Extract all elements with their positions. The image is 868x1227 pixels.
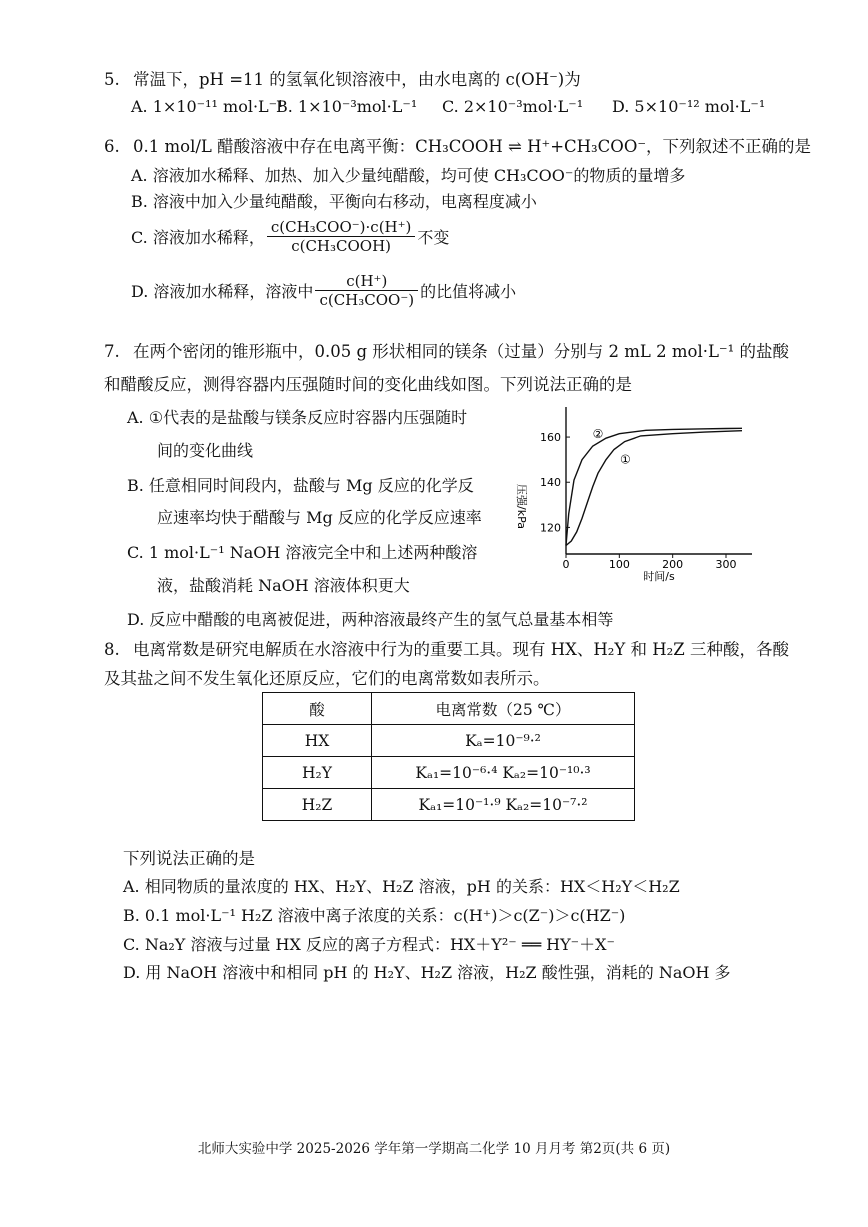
q6-option-d-denominator: c(CH₃COO⁻) — [315, 290, 418, 309]
q7-text-1: 在两个密闭的锥形瓶中，0.05 g 形状相同的镁条（过量）分别与 2 mL 2 mol·L⁻¹ 的盐酸 — [133, 342, 789, 361]
q5-number: 5. — [104, 70, 120, 89]
q5-option-c: C. 2×10⁻³mol·L⁻¹ — [442, 97, 584, 116]
q8-stem-line1 — [104, 636, 789, 660]
chart-x-tick-label: 100 — [608, 558, 630, 571]
q8-option-b: B. 0.1 mol·L⁻¹ H₂Z 溶液中离子浓度的关系：c(H⁺)＞c(Z⁻)＞c(HZ⁻) — [123, 906, 626, 925]
q5-option-b: B. 1×10⁻³mol·L⁻¹ — [276, 97, 418, 116]
ionization-constant-table — [262, 692, 635, 821]
q6-option-c-prefix: C. 溶液加水稀释， — [131, 228, 265, 247]
q5-text: 常温下，pH =11 的氢氧化钡溶液中，由水电离的 c(OH⁻)为 — [133, 70, 581, 89]
chart-series-label: ② — [592, 427, 604, 442]
table-header-acid: 酸 — [263, 693, 372, 725]
q6-option-d — [131, 272, 516, 309]
chart-y-tick-label: 140 — [540, 476, 561, 490]
q6-option-c-fraction — [267, 218, 416, 255]
q8-text-1: 电离常数是研究电解质在水溶液中行为的重要工具。现有 HX、H₂Y 和 H₂Z 三种酸，各酸 — [133, 640, 789, 659]
q5-stem — [104, 66, 581, 90]
q7-stem-line1 — [104, 338, 789, 362]
pressure-time-chart — [512, 405, 762, 585]
chart-x-tick-label: 300 — [715, 558, 737, 571]
q7-option-c-line2: 液，盐酸消耗 NaOH 溶液体积更大 — [157, 576, 410, 595]
table-cell-acid: H₂Z — [263, 789, 372, 821]
q6-option-c — [131, 218, 449, 255]
chart-x-axis-label: 时间/s — [643, 570, 675, 583]
q7-number: 7. — [104, 342, 120, 361]
q6-option-c-numerator: c(CH₃COO⁻)·c(H⁺) — [270, 218, 412, 236]
chart-series-label: ① — [620, 452, 631, 467]
q7-option-b-line1: B. 任意相同时间段内，盐酸与 Mg 反应的化学反 — [127, 476, 474, 495]
q6-option-c-denominator: c(CH₃COOH) — [267, 236, 416, 255]
table-row — [263, 725, 635, 757]
q6-option-d-suffix: 的比值将减小 — [420, 282, 517, 301]
q7-option-b-line2: 应速率均快于醋酸与 Mg 反应的化学反应速率 — [157, 508, 482, 527]
q5-option-d: D. 5×10⁻¹² mol·L⁻¹ — [612, 97, 766, 116]
table-row — [263, 757, 635, 789]
q8-lead: 下列说法正确的是 — [123, 849, 255, 868]
page-footer: 北师大实验中学 2025-2026 学年第一学期高二化学 10 月月考 第2页(共 6 页) — [197, 1141, 671, 1157]
chart-y-tick-label: 160 — [540, 431, 561, 445]
chart-plot — [540, 407, 752, 571]
chart-x-tick-label: 0 — [562, 558, 570, 571]
q6-option-d-prefix: D. 溶液加水稀释，溶液中 — [131, 282, 314, 301]
table-cell-acid: HX — [263, 725, 372, 757]
table-header-constant: 电离常数（25 ℃） — [372, 693, 635, 725]
q8-option-c: C. Na₂Y 溶液与过量 HX 反应的离子方程式：HX＋Y²⁻ ══ HY⁻＋X⁻ — [123, 935, 615, 954]
q8-option-a: A. 相同物质的量浓度的 HX、H₂Y、H₂Z 溶液，pH 的关系：HX＜H₂Y＜H₂Z — [123, 877, 680, 896]
q5-option-a: A. 1×10⁻¹¹ mol·L⁻¹ — [131, 97, 284, 116]
q6-text: 0.1 mol/L 醋酸溶液中存在电离平衡：CH₃COOH ⇌ H⁺+CH₃COO⁻，下列叙述不正确的是 — [133, 137, 812, 156]
q7-option-c-line1: C. 1 mol·L⁻¹ NaOH 溶液完全中和上述两种酸溶 — [127, 543, 478, 562]
q6-number: 6. — [104, 137, 120, 156]
q6-option-d-fraction — [315, 272, 418, 309]
table-row — [263, 789, 635, 821]
q6-stem — [104, 133, 811, 157]
q7-option-a-line2: 间的变化曲线 — [157, 441, 254, 460]
q8-number: 8. — [104, 640, 120, 659]
q6-option-a: A. 溶液加水稀释、加热、加入少量纯醋酸，均可使 CH₃COO⁻的物质的量增多 — [131, 166, 686, 185]
q6-option-b: B. 溶液中加入少量纯醋酸，平衡向右移动，电离程度减小 — [131, 192, 537, 211]
table-cell-constant: Kₐ=10⁻⁹·² — [372, 725, 635, 757]
q7-stem-line2: 和醋酸反应，测得容器内压强随时间的变化曲线如图。下列说法正确的是 — [104, 375, 632, 394]
q7-option-d: D. 反应中醋酸的电离被促进，两种溶液最终产生的氢气总量基本相等 — [127, 610, 614, 629]
q6-option-c-suffix: 不变 — [417, 228, 450, 247]
q8-stem-line2: 及其盐之间不发生氧化还原反应，它们的电离常数如表所示。 — [104, 669, 550, 688]
chart-y-tick-label: 120 — [540, 521, 561, 535]
q6-option-d-numerator: c(H⁺) — [346, 272, 388, 290]
table-header-row — [263, 693, 635, 725]
q8-option-d: D. 用 NaOH 溶液中和相同 pH 的 H₂Y、H₂Z 溶液，H₂Z 酸性强，消耗的 NaOH 多 — [123, 963, 731, 982]
chart-series-2-line — [566, 431, 742, 546]
q7-option-a-line1: A. ①代表的是盐酸与镁条反应时容器内压强随时 — [127, 408, 468, 427]
table-cell-acid: H₂Y — [263, 757, 372, 789]
chart-x-tick-label: 200 — [662, 558, 684, 571]
table-cell-constant: Kₐ₁=10⁻¹·⁹ Kₐ₂=10⁻⁷·² — [372, 789, 635, 821]
chart-y-axis-label: 压强/kPa — [515, 484, 528, 529]
table-cell-constant: Kₐ₁=10⁻⁶·⁴ Kₐ₂=10⁻¹⁰·³ — [372, 757, 635, 789]
